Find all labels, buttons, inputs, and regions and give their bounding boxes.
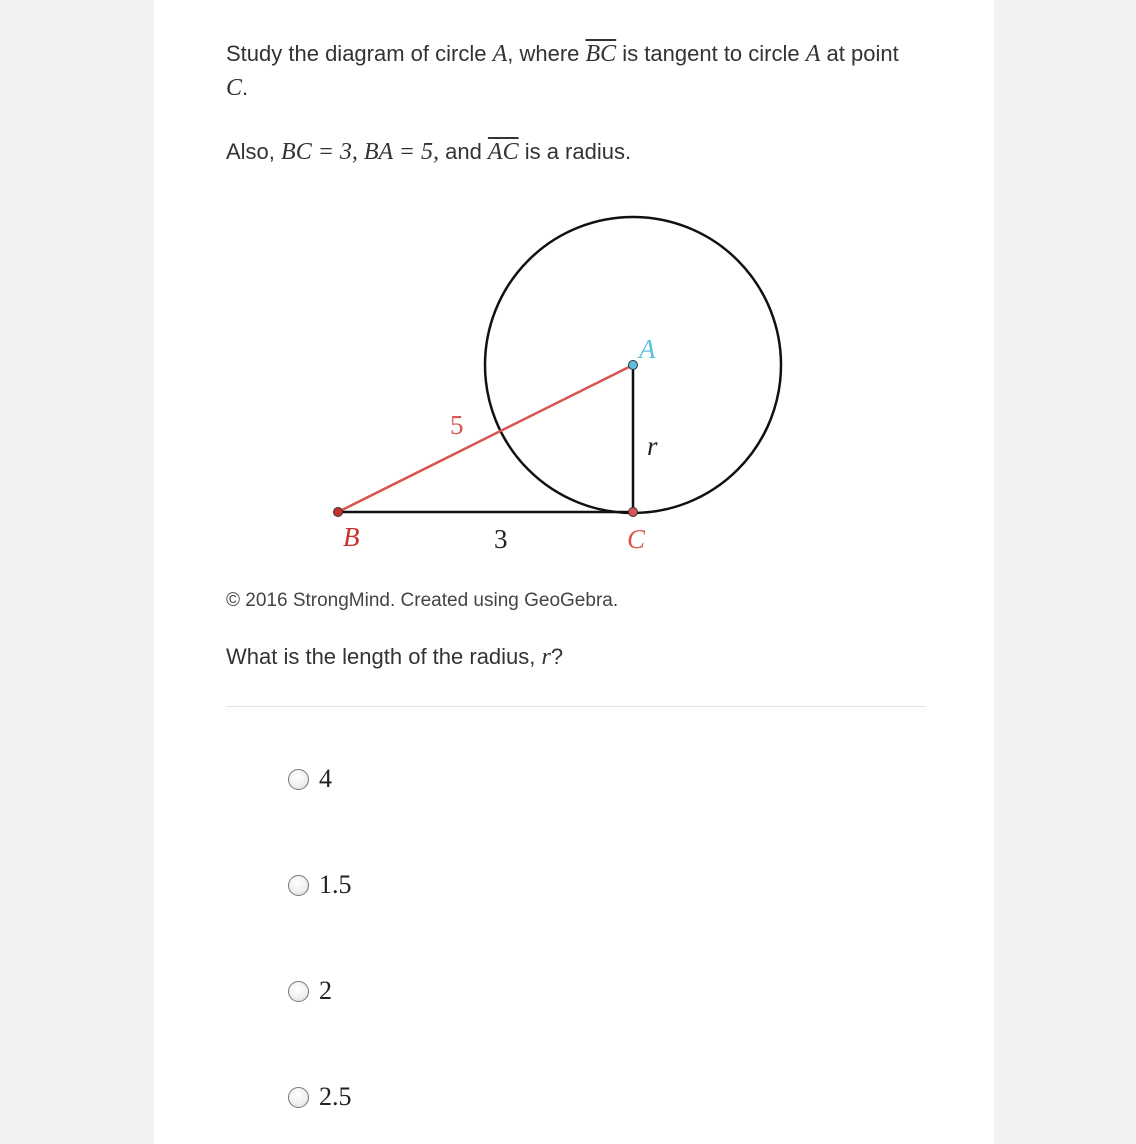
label-A: A (639, 334, 656, 364)
var-C: C (226, 75, 243, 101)
also-text-2: and (438, 139, 488, 164)
intro-text-4: at point (820, 41, 899, 66)
choice-3[interactable] (288, 974, 332, 1008)
choice-4[interactable] (288, 1080, 352, 1114)
given-equations: BC = 3, BA = 5, (281, 139, 439, 165)
segment-BC: $\overline{BC}$ (585, 41, 617, 67)
choice-1[interactable] (288, 762, 332, 796)
also-text-1: Also, (226, 139, 282, 164)
intro-text-2: , where (507, 41, 586, 66)
choice-label: 2.5 (319, 1082, 352, 1111)
choice-label: 1.5 (319, 870, 352, 899)
question-text (226, 640, 563, 674)
segment-AC: $\overline{AC}$ (487, 139, 519, 165)
radio-button[interactable] (288, 981, 309, 1002)
radio-button[interactable] (288, 875, 309, 896)
point-C (629, 508, 638, 517)
image-credit: © 2016 StrongMind. Created using GeoGebra. (226, 590, 619, 611)
intro-text-3: is tangent to circle (616, 41, 806, 66)
point-B (334, 508, 343, 517)
choice-2[interactable] (288, 868, 352, 902)
question-end: ? (550, 644, 564, 669)
label-BA-length: 5 (450, 410, 464, 440)
label-radius: r (647, 431, 658, 461)
label-B: B (343, 522, 360, 552)
circle-diagram (154, 0, 994, 580)
divider (226, 706, 926, 707)
question-body: What is the length of the radius, (226, 644, 542, 669)
var-A: A (492, 41, 508, 67)
label-C: C (627, 524, 646, 554)
choice-label: 2 (319, 976, 332, 1005)
also-text-3: is a radius. (518, 139, 632, 164)
intro-text-5: . (242, 75, 249, 100)
var-A-2: A (805, 41, 821, 67)
choice-label: 4 (319, 764, 332, 793)
label-BC-length: 3 (494, 524, 508, 554)
point-A (629, 361, 638, 370)
question-card (154, 0, 994, 1144)
radio-button[interactable] (288, 769, 309, 790)
question-var: r (541, 644, 551, 670)
radio-button[interactable] (288, 1087, 309, 1108)
intro-text-1: Study the diagram of circle (226, 41, 493, 66)
